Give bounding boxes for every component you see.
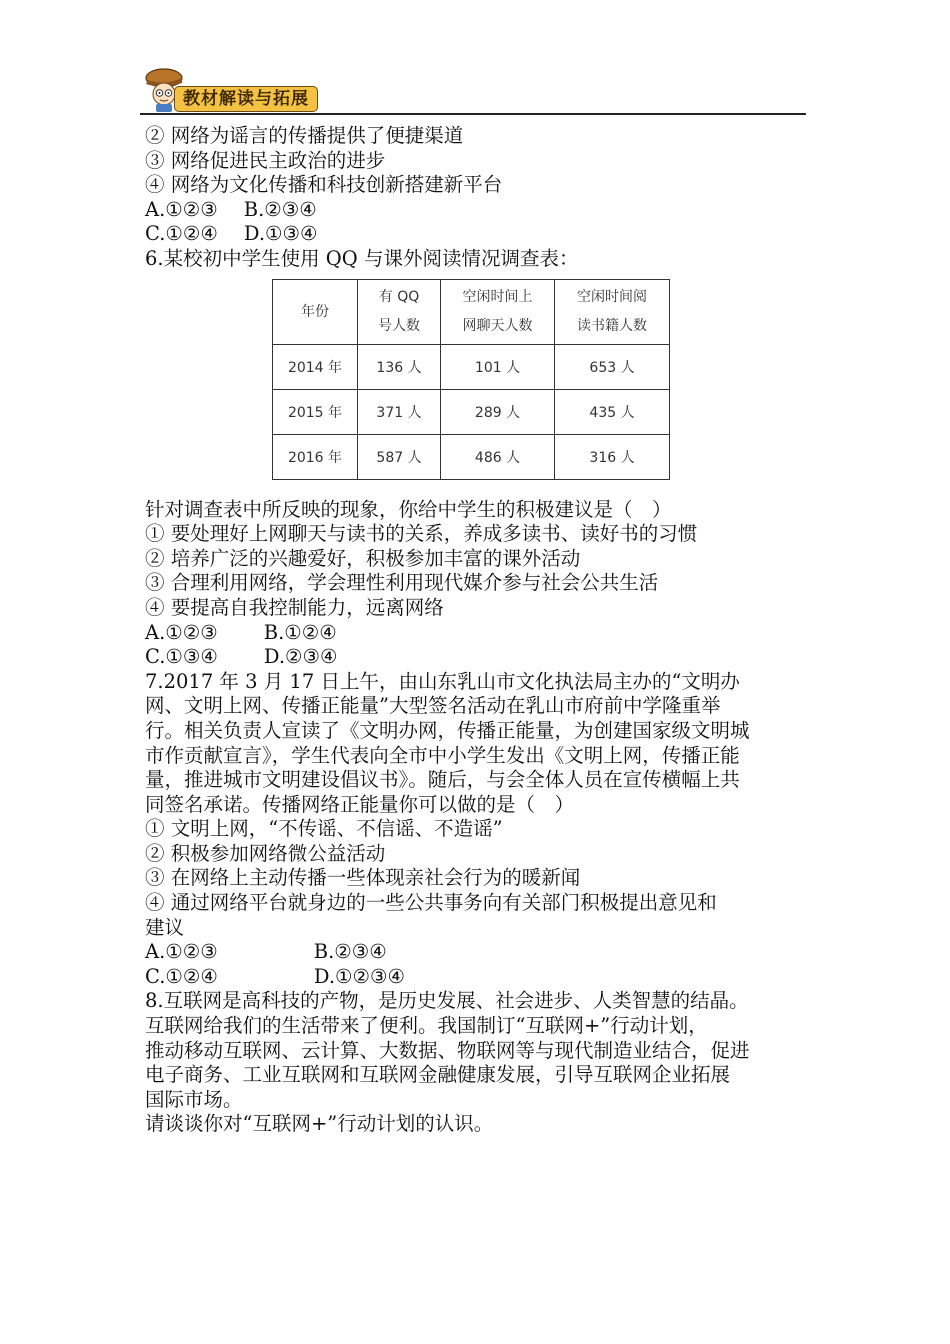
q8-line-2: 互联网给我们的生活带来了便利。我国制订“互联网+”行动计划， <box>145 1014 708 1038</box>
header-text: 网聊天人数 <box>462 318 533 334</box>
q5-choice-a: A.①②③ <box>145 197 218 221</box>
q6-option-4: ④ 要提高自我控制能力，远离网络 <box>145 595 444 619</box>
q6-choice-b: B.①②④ <box>263 620 337 644</box>
q7-option-1: ① 文明上网，“不传谣、不信谣、不造谣” <box>145 817 503 841</box>
q6-stem: 6.某校初中学生使用 QQ 与课外阅读情况调查表： <box>145 246 579 270</box>
table-cell: 136 人 <box>358 345 441 390</box>
table-row <box>273 390 670 435</box>
table-cell: 486 人 <box>441 435 555 480</box>
q7-line-5: 量，推进城市文明建设倡议书》。随后，与会全体人员在宣传横幅上共 <box>145 768 740 792</box>
table-cell: 435 人 <box>555 390 670 435</box>
q8-line-1: 8.互联网是高科技的产物，是历史发展、社会进步、人类智慧的结晶。 <box>145 989 749 1013</box>
table-cell: 371 人 <box>358 390 441 435</box>
q6-prompt: 针对调查表中所反映的现象，你给中学生的积极建议是（ ） <box>145 497 672 521</box>
table-header-row <box>273 280 670 345</box>
section-banner: 教材解读与拓展 <box>174 86 318 112</box>
q6-option-2: ② 培养广泛的兴趣爱好，积极参加丰富的课外活动 <box>145 546 581 570</box>
table-cell: 2015 年 <box>273 390 358 435</box>
page-header <box>140 64 806 116</box>
q7-choice-c: C.①②④ <box>145 964 218 988</box>
q7-line-2: 网、文明上网、传播正能量”大型签名活动在乳山市府前中学隆重举 <box>145 694 721 718</box>
q5-choice-b: B.②③④ <box>243 197 317 221</box>
table-cell: 653 人 <box>555 345 670 390</box>
q6-choice-a: A.①②③ <box>145 620 218 644</box>
q5-choice-d: D.①③④ <box>243 222 318 246</box>
q7-line-3: 行。相关负责人宣读了《文明办网，传播正能量，为创建国家级文明城 <box>145 718 750 742</box>
header-year <box>273 280 358 345</box>
header-qq <box>358 280 441 345</box>
survey-table <box>272 279 670 480</box>
q7-line-1: 7.2017 年 3 月 17 日上午，由山东乳山市文化执法局主办的“文明办 <box>145 669 740 693</box>
q6-option-3: ③ 合理利用网络，学会理性利用现代媒介参与社会公共生活 <box>145 571 659 595</box>
header-rule <box>140 113 806 115</box>
q6-choices-ab <box>145 621 810 646</box>
table-cell: 289 人 <box>441 390 555 435</box>
header-text: 空闲时间阅 <box>577 289 647 305</box>
q7-option-2: ② 积极参加网络微公益活动 <box>145 841 386 865</box>
q5-option-2: ② 网络为谣言的传播提供了便捷渠道 <box>145 124 464 147</box>
header-text: 读书籍人数 <box>577 318 647 334</box>
table-cell: 316 人 <box>555 435 670 480</box>
header-text: 号人数 <box>378 318 420 334</box>
header-text: 年份 <box>301 303 329 320</box>
q5-option-3: ③ 网络促进民主政治的进步 <box>145 148 386 172</box>
q7-option-4-cont: 建议 <box>145 915 185 939</box>
table-cell: 101 人 <box>441 345 555 390</box>
q8-line-5: 国际市场。 <box>145 1087 243 1111</box>
table-cell: 587 人 <box>358 435 441 480</box>
q7-choices-cd <box>145 965 810 990</box>
q5-choices-cd <box>145 222 810 247</box>
q7-option-3: ③ 在网络上主动传播一些体现亲社会行为的暖新闻 <box>145 866 581 890</box>
q7-option-4: ④ 通过网络平台就身边的一些公共事务向有关部门积极提出意见和 <box>145 891 717 915</box>
q7-choice-b: B.②③④ <box>313 940 387 964</box>
header-text: 有 QQ <box>378 289 420 305</box>
q8-line-3: 推动移动互联网、云计算、大数据、物联网等与现代制造业结合，促进 <box>145 1038 750 1062</box>
table-row <box>273 435 670 480</box>
q5-choice-c: C.①②④ <box>145 222 218 246</box>
q7-choice-a: A.①②③ <box>145 940 218 964</box>
header-reading <box>555 280 670 345</box>
q7-line-6: 同签名承诺。传播网络正能量你可以做的是（ ） <box>145 792 575 816</box>
table-cell: 2014 年 <box>273 345 358 390</box>
q5-option-4: ④ 网络为文化传播和科技创新搭建新平台 <box>145 173 503 197</box>
table-cell: 2016 年 <box>273 435 358 480</box>
q6-choice-c: C.①③④ <box>145 645 218 669</box>
q8-line-4: 电子商务、工业互联网和互联网金融健康发展，引导互联网企业拓展 <box>145 1063 731 1087</box>
header-chat <box>441 280 555 345</box>
worksheet-body <box>145 124 810 1137</box>
q7-choice-d: D.①②③④ <box>313 964 405 988</box>
q6-choice-d: D.②③④ <box>263 645 338 669</box>
q7-line-4: 市作贡献宣言》，学生代表向全市中小学生发出《文明上网，传播正能 <box>145 743 740 767</box>
header-text: 空闲时间上 <box>462 289 533 305</box>
table-row <box>273 345 670 390</box>
q7-choices-ab <box>145 940 810 965</box>
q5-choices-ab <box>145 198 810 223</box>
q8-line-6: 请谈谈你对“互联网+”行动计划的认识。 <box>145 1112 494 1136</box>
q6-choices-cd <box>145 645 810 670</box>
q6-option-1: ① 要处理好上网聊天与读书的关系，养成多读书、读好书的习惯 <box>145 522 698 546</box>
